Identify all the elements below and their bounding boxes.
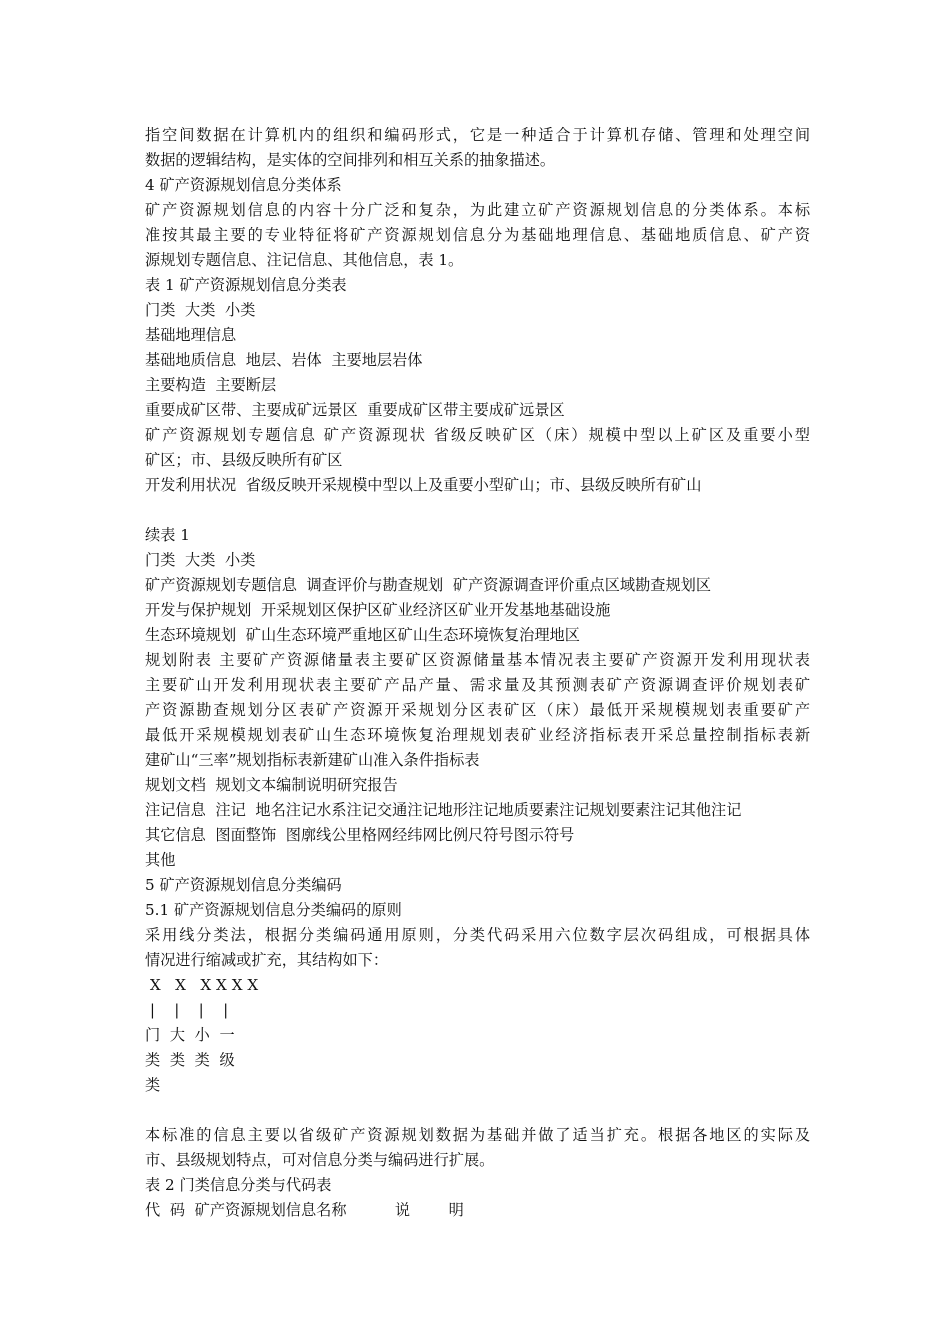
code-structure-line: X X X X X X — [145, 976, 259, 994]
table-row: 生态环境规划 矿山生态环境严重地区矿山生态环境恢复治理地区 — [145, 626, 580, 644]
blank-line — [145, 498, 810, 523]
table-row: 其它信息 图面整饰 图廓线公里格网经纬网比例尺符号图示符号 — [145, 826, 575, 844]
table-caption: 表 2 门类信息分类与代码表 — [145, 1176, 332, 1194]
table-row: 矿产资源规划专题信息 矿产资源现状 省级反映矿区（床）规模中型以上矿区及重要小型 — [145, 426, 810, 444]
table-row: 基础地理信息 — [145, 326, 237, 344]
table-row: 注记信息 注记 地名注记水系注记交通注记地形注记地质要素注记规划要素注记其他注记 — [145, 801, 742, 819]
code-structure-line: | | | | — [145, 1001, 229, 1019]
document-page — [145, 123, 810, 1223]
table-caption: 表 1 矿产资源规划信息分类表 — [145, 276, 347, 294]
table-row: 规划附表 主要矿产资源储量表主要矿区资源储量基本情况表主要矿产资源开发利用现状表 — [145, 651, 810, 669]
paragraph-line: 本标准的信息主要以省级矿产资源规划数据为基础并做了适当扩充。根据各地区的实际及 — [145, 1126, 810, 1144]
table-row: 主要矿山开发利用现状表主要矿产品产量、需求量及其预测表矿产资源调查评价规划表矿 — [145, 676, 810, 694]
section-heading: 5 矿产资源规划信息分类编码 — [145, 876, 342, 894]
table-row: 重要成矿区带、主要成矿远景区 重要成矿区带主要成矿远景区 — [145, 401, 565, 419]
table-row: 产资源勘查规划分区表矿产资源开采规划分区表矿区（床）最低开采规模规划表重要矿产 — [145, 701, 810, 719]
table-row: 矿产资源规划专题信息 调查评价与勘查规划 矿产资源调查评价重点区域勘查规划区 — [145, 576, 712, 594]
paragraph-line: 源规划专题信息、注记信息、其他信息，表 1。 — [145, 251, 464, 269]
table-row: 开发与保护规划 开采规划区保护区矿业经济区矿业开发基地基础设施 — [145, 601, 611, 619]
section-heading: 4 矿产资源规划信息分类体系 — [145, 176, 342, 194]
table-row: 矿区；市、县级反映所有矿区 — [145, 451, 343, 469]
table-row: 最低开采规模规划表矿山生态环境恢复治理规划表矿业经济指标表开采总量控制指标表新 — [145, 726, 810, 744]
table-row: 主要构造 主要断层 — [145, 376, 277, 394]
table-row: 基础地质信息 地层、岩体 主要地层岩体 — [145, 351, 423, 369]
table-caption: 续表 1 — [145, 526, 190, 544]
table-header: 门类 大类 小类 — [145, 301, 256, 319]
table-row: 其他 — [145, 851, 176, 869]
table-row: 规划文档 规划文本编制说明研究报告 — [145, 776, 398, 794]
paragraph-line: 采用线分类法，根据分类编码通用原则，分类代码采用六位数字层次码组成，可根据具体 — [145, 926, 810, 944]
table-row: 建矿山“三率”规划指标表新建矿山准入条件指标表 — [145, 751, 480, 769]
paragraph-line: 矿产资源规划信息的内容十分广泛和复杂，为此建立矿产资源规划信息的分类体系。本标 — [145, 201, 810, 219]
table-header: 代 码 矿产资源规划信息名称 说 明 — [145, 1201, 464, 1219]
table-row: 开发利用状况 省级反映开采规模中型以上及重要小型矿山；市、县级反映所有矿山 — [145, 476, 702, 494]
code-structure-line: 门 大 小 一 — [145, 1026, 235, 1044]
paragraph-line: 指空间数据在计算机内的组织和编码形式，它是一种适合于计算机存储、管理和处理空间 — [145, 126, 810, 144]
paragraph-line: 准按其最主要的专业特征将矿产资源规划信息分为基础地理信息、基础地质信息、矿产资 — [145, 226, 810, 244]
paragraph-line: 数据的逻辑结构，是实体的空间排列和相互关系的抽象描述。 — [145, 151, 556, 169]
code-structure-line: 类 类 类 级 — [145, 1051, 235, 1069]
code-structure-line: 类 — [145, 1076, 161, 1094]
paragraph-line: 情况进行缩减或扩充，其结构如下： — [145, 951, 388, 969]
subsection-heading: 5.1 矿产资源规划信息分类编码的原则 — [145, 901, 402, 919]
paragraph-line: 市、县级规划特点，可对信息分类与编码进行扩展。 — [145, 1151, 495, 1169]
table-header: 门类 大类 小类 — [145, 551, 256, 569]
blank-line — [145, 1098, 810, 1123]
